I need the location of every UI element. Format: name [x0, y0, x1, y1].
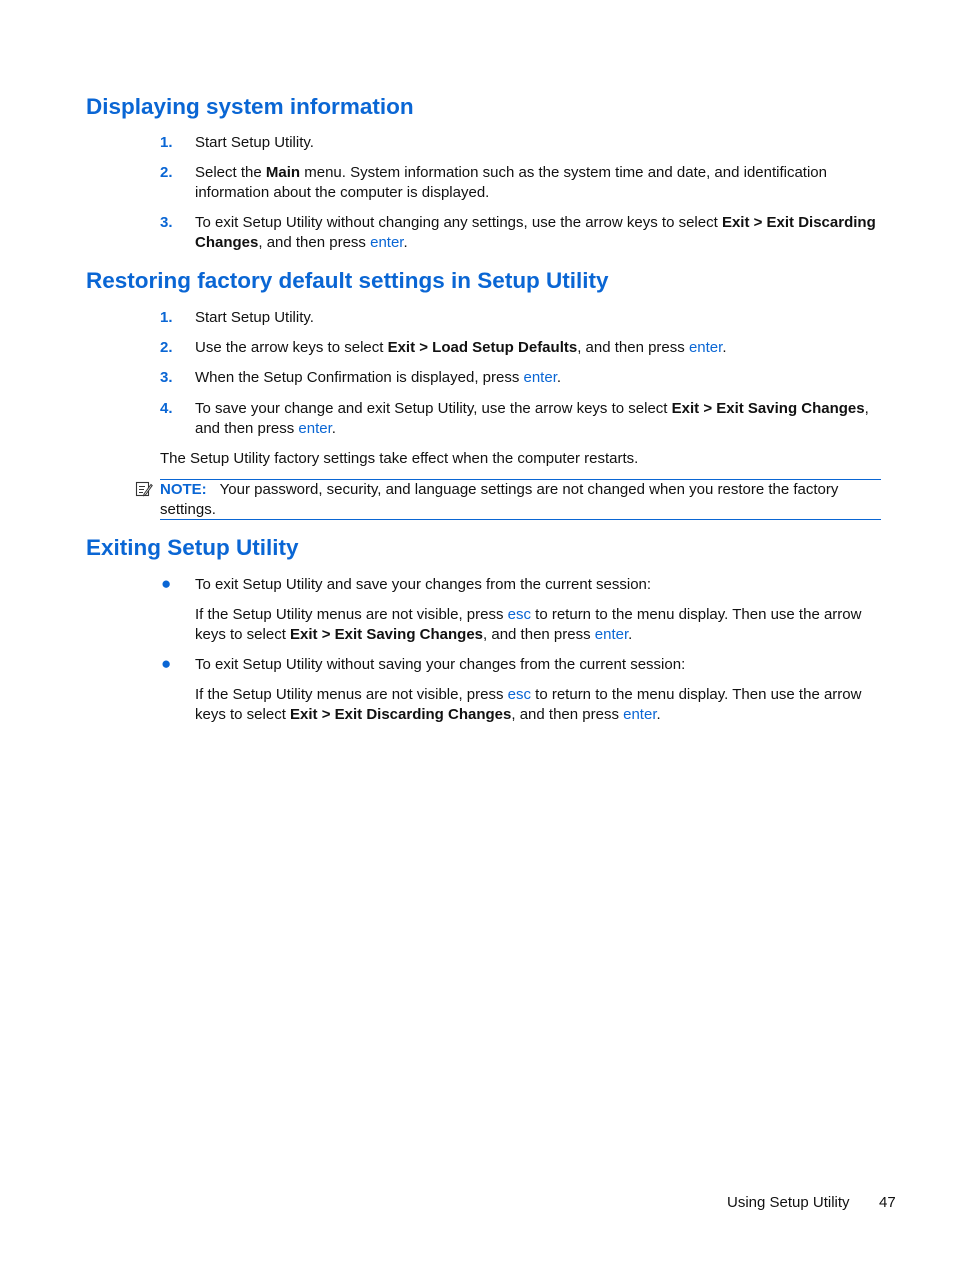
text-run: , and then press	[258, 233, 371, 251]
text-run: Start Setup Utility.	[195, 309, 314, 326]
text-run: .	[403, 233, 408, 251]
text-run: to return to the menu display. Then use the arrow keys to select	[195, 606, 862, 643]
note-label: NOTE:	[160, 481, 207, 498]
text-run: .	[556, 369, 562, 386]
text-run: menu. System information such as the system time and date, and identification information about the computer is displayed.	[195, 164, 827, 201]
section-heading-exiting-setup-utility: Exiting Setup Utility	[86, 535, 299, 560]
key-name: enter	[688, 339, 723, 356]
bullet-icon: ●	[161, 654, 172, 673]
bullet-icon: ●	[161, 574, 172, 593]
step-text	[195, 308, 880, 328]
bold-run: Exit > Exit Discarding Changes	[195, 214, 876, 251]
key-name: enter	[523, 369, 557, 386]
step-number: 1.	[160, 309, 173, 326]
step-text	[195, 163, 880, 202]
text-run: .	[656, 705, 661, 723]
step-text	[195, 338, 880, 358]
body-paragraph: The Setup Utility factory settings take effect when the computer restarts.	[160, 450, 639, 467]
key-name: esc	[507, 606, 531, 623]
step-text	[195, 368, 880, 388]
text-run: , and then press	[195, 400, 869, 437]
key-name: enter	[623, 705, 657, 723]
bullet-lead: To exit Setup Utility and save your changes from the current session:	[195, 576, 652, 593]
key-name: esc	[507, 686, 531, 703]
text-run: Start Setup Utility.	[195, 134, 314, 151]
step-number: 3.	[160, 369, 173, 386]
footer-title: Using Setup Utility	[727, 1194, 850, 1211]
step-text	[195, 133, 880, 153]
section-heading-restoring-factory-defaults: Restoring factory default settings in Setup Utility	[86, 268, 609, 293]
bold-run: Exit > Exit Saving Changes	[290, 625, 484, 643]
text-run: .	[722, 339, 727, 356]
bullet-lead: To exit Setup Utility without saving your changes from the current session:	[195, 656, 686, 673]
step-number: 2.	[160, 339, 173, 356]
text-run: .	[331, 419, 336, 437]
text-run: , and then press	[483, 625, 595, 643]
bullet-detail	[195, 685, 880, 724]
note-box	[160, 479, 881, 520]
note-text-block	[160, 480, 860, 519]
bold-run: Exit > Exit Saving Changes	[671, 400, 865, 417]
bold-run: Exit > Exit Discarding Changes	[290, 705, 512, 723]
step-text	[195, 399, 880, 438]
text-run: , and then press	[577, 339, 689, 356]
key-name: enter	[594, 625, 629, 643]
text-run: If the Setup Utility menus are not visible, press	[195, 686, 508, 703]
key-name: enter	[370, 233, 404, 251]
note-icon	[135, 480, 153, 498]
step-number: 1.	[160, 134, 173, 151]
step-number: 3.	[160, 214, 173, 231]
text-run: If the Setup Utility menus are not visible, press	[195, 606, 508, 623]
step-number: 4.	[160, 400, 173, 417]
text-run: , and then press	[511, 705, 624, 723]
text-run: To exit Setup Utility without changing any settings, use the arrow keys to select	[195, 214, 722, 231]
text-run: Use the arrow keys to select	[195, 339, 388, 356]
note-text: Your password, security, and language settings are not changed when you restore the factory settings.	[160, 481, 839, 518]
text-run: To save your change and exit Setup Utility, use the arrow keys to select	[195, 400, 672, 417]
bold-run: Main	[265, 164, 301, 181]
step-number: 2.	[160, 164, 173, 181]
bold-run: Exit > Load Setup Defaults	[387, 339, 578, 356]
text-run: .	[628, 625, 633, 643]
page-number: 47	[879, 1194, 896, 1211]
text-run: When the Setup Confirmation is displayed, press	[195, 369, 524, 386]
section-heading-displaying-system-information: Displaying system information	[86, 94, 414, 119]
key-name: enter	[298, 419, 332, 437]
text-run: Select the	[195, 164, 266, 181]
step-text	[195, 213, 880, 252]
bullet-detail	[195, 605, 880, 644]
text-run: to return to the menu display. Then use the arrow keys to select	[195, 686, 862, 723]
